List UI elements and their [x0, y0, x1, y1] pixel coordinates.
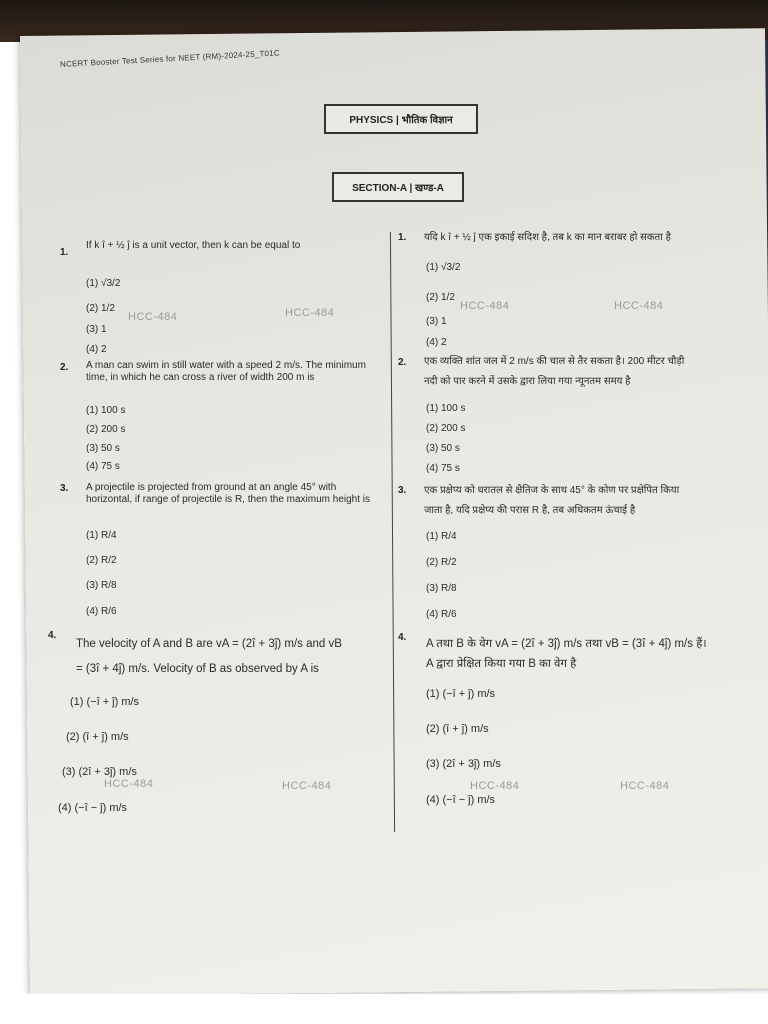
hindi-q2-option-1: (1) 100 s [426, 403, 466, 414]
hindi-q2-number: 2. [398, 357, 407, 368]
watermark-4: HCC-484 [614, 300, 664, 312]
hindi-q2-option-3: (3) 50 s [426, 443, 460, 454]
q3-option-4: (4) R/6 [86, 606, 117, 617]
hindi-q2-option-2: (2) 200 s [426, 423, 466, 434]
hindi-q2-text-line2: नदी को पार करने में उसके द्वारा लिया गया न्यूनतम समय है [424, 376, 631, 387]
q2-text: A man can swim in still water with a speed 2 m/s. The minimum time, in which he can cross a river of width 200 m is [86, 360, 366, 383]
watermark-8: HCC-484 [620, 780, 670, 792]
hindi-q1-text: यदि k î + ½ ĵ एक इकाई सदिश है, तब k का मान बराबर हो सकता है [424, 232, 671, 243]
q3-option-1: (1) R/4 [86, 530, 117, 541]
hindi-q3-option-3: (3) R/8 [426, 583, 457, 594]
subject-title: PHYSICS | भौतिक विज्ञान [324, 104, 478, 134]
q1-option-2: (2) 1/2 [86, 303, 115, 314]
hindi-q3-text-line2: जाता है, यदि प्रक्षेप्य की परास R है, तब अधिकतम ऊंचाई है [424, 505, 636, 516]
hindi-q1-option-2: (2) 1/2 [426, 292, 455, 303]
test-series-header: NCERT Booster Test Series for NEET (RM)-2024-25_T01C [59, 48, 281, 69]
hindi-q4-option-4: (4) (−î − ĵ) m/s [426, 794, 496, 806]
watermark-7: HCC-484 [470, 780, 520, 792]
q2-option-2: (2) 200 s [86, 424, 126, 435]
bottom-margin [0, 994, 768, 1024]
q2-number: 2. [60, 362, 69, 373]
hindi-q3-number: 3. [398, 485, 407, 496]
q4-text-line2: = (3î + 4ĵ) m/s. Velocity of B as observed by A is [76, 663, 319, 675]
hindi-q4-option-2: (2) (î + ĵ) m/s [426, 723, 489, 735]
q1-option-4: (4) 2 [86, 344, 107, 355]
q4-option-4: (4) (−î − ĵ) m/s [58, 802, 128, 814]
hindi-q4-text-line2: A द्वारा प्रेक्षित किया गया B का वेग है [426, 658, 577, 670]
q2-option-1: (1) 100 s [86, 405, 126, 416]
hindi-q2-option-4: (4) 75 s [426, 463, 460, 474]
q3-number: 3. [60, 483, 69, 494]
hindi-q1-option-1: (1) √3/2 [426, 262, 461, 273]
q4-text-line1: The velocity of A and B are vA = (2î + 3ĵ) m/s and vB [76, 638, 342, 650]
q4-option-3: (3) (2î + 3ĵ) m/s [62, 766, 137, 778]
q1-option-1: (1) √3/2 [86, 278, 121, 289]
hindi-q4-text-line1: A तथा B के वेग vA = (2î + 3ĵ) m/s तथा vB = (3î + 4ĵ) m/s हैं। [426, 638, 707, 650]
q2-option-4: (4) 75 s [86, 461, 120, 472]
hindi-q4-option-1: (1) (−î + ĵ) m/s [426, 688, 496, 700]
hindi-q1-option-4: (4) 2 [426, 337, 447, 348]
watermark-2: HCC-484 [285, 307, 335, 319]
hindi-q4-number: 4. [398, 632, 407, 643]
hindi-q3-option-4: (4) R/6 [426, 609, 457, 620]
q2-option-3: (3) 50 s [86, 443, 120, 454]
hindi-q4-option-3: (3) (2î + 3ĵ) m/s [426, 758, 501, 770]
hindi-q3-option-2: (2) R/2 [426, 557, 457, 568]
q3-option-3: (3) R/8 [86, 580, 117, 591]
hindi-q2-text-line1: एक व्यक्ति शांत जल में 2 m/s की चाल से तैर सकता है। 200 मीटर चौड़ी [424, 356, 685, 367]
section-title: SECTION-A | खण्ड-A [332, 172, 464, 202]
q1-number: 1. [60, 247, 69, 258]
q3-text: A projectile is projected from ground at an angle 45° with horizontal, if range of projectile is R, then the maximum height is [86, 482, 371, 505]
watermark-3: HCC-484 [460, 300, 510, 312]
watermark-5: HCC-484 [104, 778, 154, 790]
q4-option-1: (1) (−î + ĵ) m/s [70, 696, 140, 708]
hindi-q3-text-line1: एक प्रक्षेप्य को धरातल से क्षैतिज के साथ 45° के कोण पर प्रक्षेपित किया [424, 485, 680, 496]
watermark-6: HCC-484 [282, 780, 332, 792]
hindi-q1-option-3: (3) 1 [426, 316, 447, 327]
q3-option-2: (2) R/2 [86, 555, 117, 566]
hindi-q3-option-1: (1) R/4 [426, 531, 457, 542]
hindi-q1-number: 1. [398, 232, 407, 243]
q4-number: 4. [48, 630, 57, 641]
watermark-1: HCC-484 [128, 311, 178, 323]
q1-option-3: (3) 1 [86, 324, 107, 335]
q4-option-2: (2) (î + ĵ) m/s [66, 731, 129, 743]
q1-text: If k î + ½ ĵ is a unit vector, then k can be equal to [86, 240, 301, 251]
